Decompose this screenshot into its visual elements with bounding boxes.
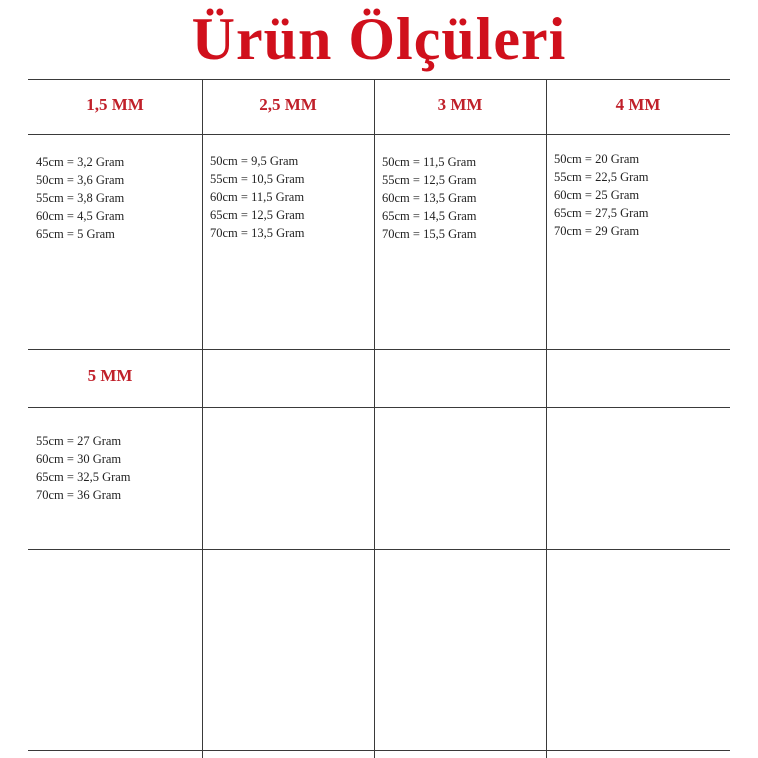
weight-entry: 60cm = 13,5 Gram [382,191,477,205]
weight-list [374,153,546,243]
weight-list [28,153,202,243]
weight-entry: 50cm = 3,6 Gram [36,173,125,187]
column-header: 1,5 MM [86,95,144,114]
page-title: Ürün Ölçüleri [191,6,567,72]
weight-entry: 45cm = 3,2 Gram [36,155,125,169]
table-rule [28,750,730,751]
table-rule [28,134,730,135]
weight-entry: 60cm = 11,5 Gram [210,190,305,204]
weight-list [28,432,202,504]
weight-entry: 70cm = 36 Gram [36,488,122,502]
weight-entry: 55cm = 27 Gram [36,434,122,448]
weight-list [202,152,374,242]
table-rule [28,79,730,80]
column-header: 4 MM [615,95,661,114]
weight-entry: 65cm = 27,5 Gram [554,206,649,220]
weight-entry: 70cm = 29 Gram [554,224,640,238]
weight-entry: 55cm = 10,5 Gram [210,172,305,186]
weight-entry: 50cm = 11,5 Gram [382,155,477,169]
weight-entry: 60cm = 25 Gram [554,188,640,202]
weight-entry: 55cm = 3,8 Gram [36,191,125,205]
weight-entry: 65cm = 32,5 Gram [36,470,131,484]
column-header: 2,5 MM [259,95,317,114]
weight-entry: 60cm = 30 Gram [36,452,122,466]
table-rule [28,549,730,550]
column-header: 3 MM [437,95,483,114]
weight-entry: 70cm = 15,5 Gram [382,227,477,241]
weight-entry: 60cm = 4,5 Gram [36,209,125,223]
weight-entry: 55cm = 12,5 Gram [382,173,477,187]
table-rule [28,407,730,408]
weight-entry: 70cm = 13,5 Gram [210,226,305,240]
weight-entry: 65cm = 5 Gram [36,227,115,241]
weight-list [546,150,730,240]
weight-entry: 65cm = 14,5 Gram [382,209,477,223]
weight-entry: 50cm = 9,5 Gram [210,154,299,168]
weight-entry: 50cm = 20 Gram [554,152,640,166]
weight-entry: 55cm = 22,5 Gram [554,170,649,184]
column-header: 5 MM [87,366,133,385]
weight-entry: 65cm = 12,5 Gram [210,208,305,222]
table-rule [28,349,730,350]
